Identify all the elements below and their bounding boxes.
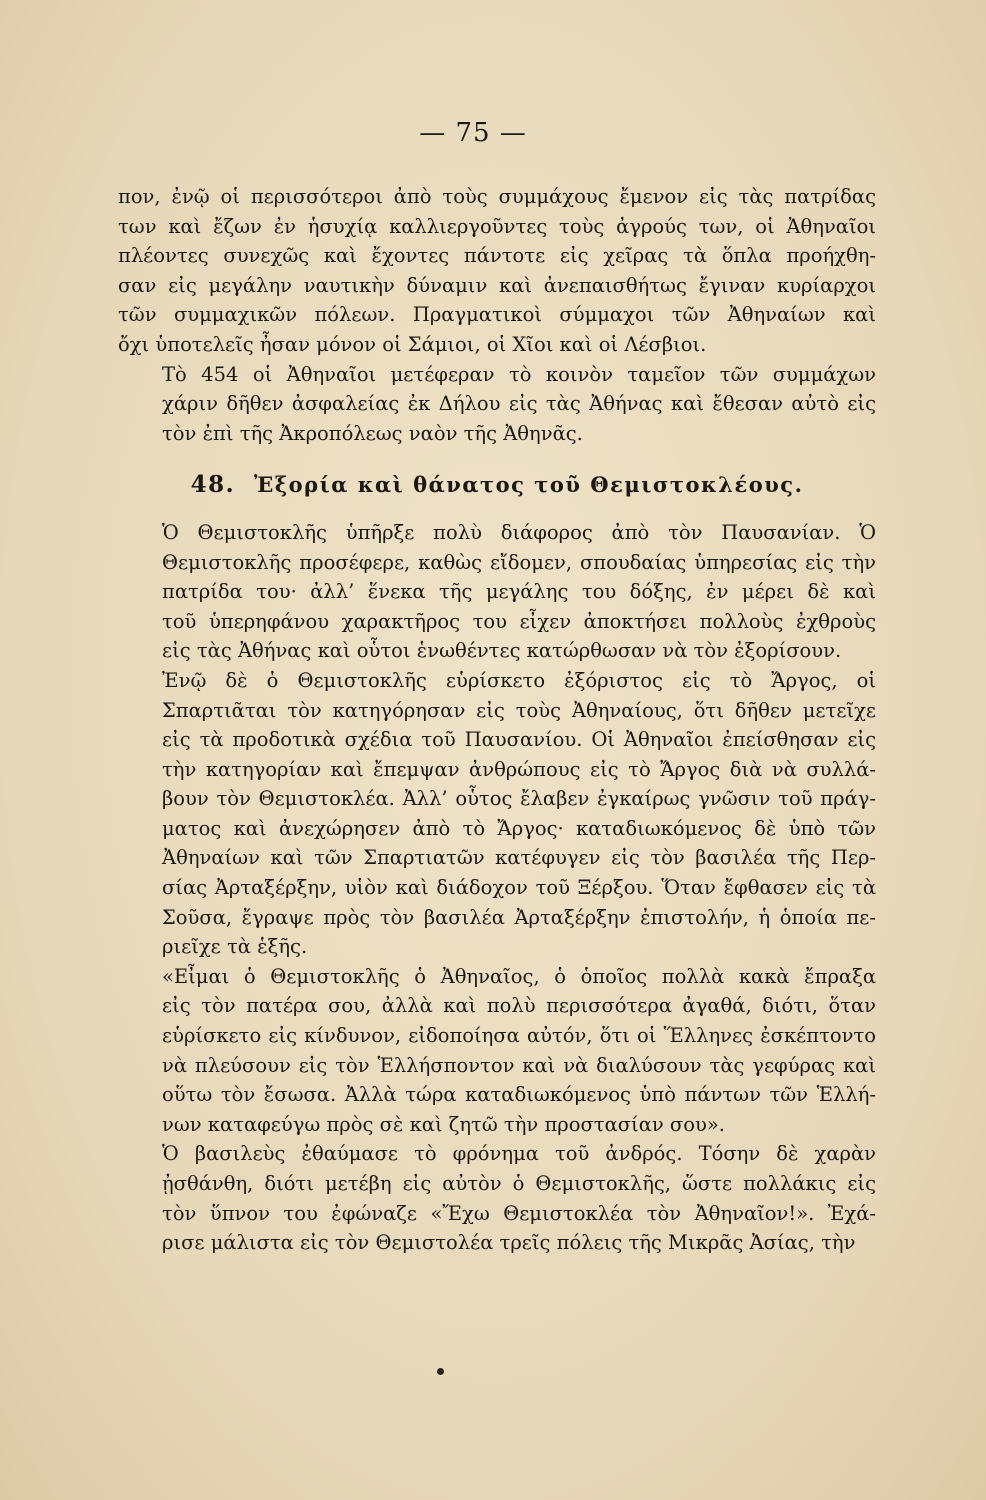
text-line: ριεῖχε τὰ ἑξῆς. xyxy=(162,935,308,959)
text-line: νων καταφεύγω πρὸς σὲ καὶ ζητῶ τὴν προστασίαν σου». xyxy=(162,1112,725,1136)
body-text xyxy=(118,182,876,1258)
paragraph xyxy=(118,360,876,449)
paragraph xyxy=(118,962,876,1140)
text-line: τῶν συμμαχικῶν πόλεων. Πραγματικοὶ σύμμαχοι τῶν Ἀθηναίων καὶ xyxy=(118,303,876,327)
text-line: τὸν ὕπνον του ἐφώναζε «Ἔχω Θεμιστοκλέα τὸν Ἀθηναῖον!». Ἐχά- xyxy=(162,1201,876,1225)
text-line: «Εἶμαι ὁ Θεμιστοκλῆς ὁ Ἀθηναῖος, ὁ ὁποῖος πολλὰ κακὰ ἔπραξα xyxy=(162,964,876,988)
text-line: Τὸ 454 οἱ Ἀθηναῖοι μετέφεραν τὸ κοινὸν ταμεῖον τῶν συμμάχων xyxy=(162,362,876,386)
text-line: Ὁ Θεμιστοκλῆς ὑπῆρξε πολὺ διάφορος ἀπὸ τὸν Παυσανίαν. Ὁ xyxy=(162,520,876,544)
text-line: οὕτω τὸν ἔσωσα. Ἀλλὰ τώρα καταδιωκόμενος ὑπὸ πάντων τῶν Ἑλλή- xyxy=(162,1083,876,1107)
text-line: σαν εἰς μεγάλην ναυτικὴν δύναμιν καὶ ἀνεπαισθήτως ἔγιναν κυρίαρχοι xyxy=(118,273,876,297)
text-line: πλέοντες συνεχῶς καὶ ἔχοντες πάντοτε εἰς χεῖρας τὰ ὅπλα προήχθη- xyxy=(118,244,876,268)
text-line: πατρίδα του· ἀλλ’ ἕνεκα τῆς μεγάλης του δόξης, ἐν μέρει δὲ καὶ xyxy=(162,580,876,604)
paragraph xyxy=(118,182,876,360)
text-line: Θεμιστοκλῆς προσέφερε, καθὼς εἴδομεν, σπουδαίας ὑπηρεσίας εἰς τὴν xyxy=(162,550,876,574)
text-line: σίας Ἀρταξέρξην, υἱὸν καὶ διάδοχον τοῦ Ξέρξου. Ὅταν ἔφθασεν εἰς τὰ xyxy=(162,876,876,900)
paragraph xyxy=(118,1139,876,1257)
text-line: νὰ πλεύσουν εἰς τὸν Ἑλλήσποντον καὶ νὰ διαλύσουν τὰς γεφύρας καὶ xyxy=(162,1053,876,1077)
text-line: ματος καὶ ἀνεχώρησεν ἀπὸ τὸ Ἄργος· καταδιωκόμενος δὲ ὑπὸ τῶν xyxy=(162,816,876,840)
text-line: τὴν κατηγορίαν καὶ ἔπεμψαν ἀνθρώπους εἰς τὸ Ἄργος διὰ νὰ συλλά- xyxy=(162,757,876,781)
section-number: 48. xyxy=(190,471,236,499)
section-title: Ἐξορία καὶ θάνατος τοῦ Θεμιστοκλέους. xyxy=(253,472,804,498)
text-line: εἰς τὰ προδοτικὰ σχέδια τοῦ Παυσανίου. Οἱ Ἀθηναῖοι ἐπείσθησαν εἰς xyxy=(162,728,876,752)
page-number: — 75 — xyxy=(419,118,527,148)
text-line: Ἐνῷ δὲ ὁ Θεμιστοκλῆς εὑρίσκετο ἐξόριστος εἰς τὸ Ἄργος, οἱ xyxy=(162,668,876,692)
text-line: ρισε μάλιστα εἰς τὸν Θεμιστολέα τρεῖς πόλεις τῆς Μικρᾶς Ἀσίας, τὴν xyxy=(162,1231,856,1255)
text-line: χάριν δῆθεν ἀσφαλείας ἐκ Δήλου εἰς τὰς Ἀθήνας καὶ ἔθεσαν αὐτὸ εἰς xyxy=(162,392,876,416)
text-section-before-heading xyxy=(118,182,876,448)
text-line: βουν τὸν Θεμιστοκλέα. Ἀλλ’ οὗτος ἔλαβεν ἐγκαίρως γνῶσιν τοῦ πράγ- xyxy=(162,787,876,811)
text-line: τὸν ἐπὶ τῆς Ἀκροπόλεως ναὸν τῆς Ἀθηνᾶς. xyxy=(162,421,583,445)
text-line: ᾐσθάνθη, διότι μετέβη εἰς αὐτὸν ὁ Θεμιστοκλῆς, ὥστε πολλάκις εἰς xyxy=(162,1172,876,1195)
ink-dot-mark xyxy=(437,1368,444,1375)
text-line: Σπαρτιᾶται τὸν κατηγόρησαν εἰς τοὺς Ἀθηναίους, ὅτι δῆθεν μετεῖχε xyxy=(162,698,876,722)
paragraph xyxy=(118,666,876,962)
paragraph xyxy=(118,518,876,666)
text-line: τοῦ ὑπερηφάνου χαρακτῆρος του εἶχεν ἀποκτήσει πολλοὺς ἐχθροὺς xyxy=(162,609,876,633)
text-line: Ἀθηναίων καὶ τῶν Σπαρτιατῶν κατέφυγεν εἰς τὸν βασιλέα τῆς Περ- xyxy=(162,846,876,870)
text-line: εἰς τὰς Ἀθήνας καὶ οὗτοι ἑνωθέντες κατώρθωσαν νὰ τὸν ἐξορίσουν. xyxy=(162,639,842,663)
text-line: εἰς τὸν πατέρα σου, ἀλλὰ καὶ πολὺ περισσότερα ἀγαθά, διότι, ὅταν xyxy=(162,994,876,1018)
text-line: εὑρίσκετο εἰς κίνδυνον, εἰδοποίησα αὐτόν, ὅτι οἱ Ἕλληνες ἐσκέπτοντο xyxy=(162,1024,876,1048)
text-line: των καὶ ἔζων ἐν ἡσυχίᾳ καλλιεργοῦντες τοὺς ἀγρούς των, οἱ Ἀθηναῖοι xyxy=(118,214,876,238)
text-line: πον, ἐνῷ οἱ περισσότεροι ἀπὸ τοὺς συμμάχους ἔμενον εἰς τὰς πατρίδας xyxy=(118,185,876,208)
text-section-after-heading xyxy=(118,518,876,1258)
text-line: Σοῦσα, ἔγραψε πρὸς τὸν βασιλέα Ἀρταξέρξην ἐπιστολήν, ἡ ὁποία πε- xyxy=(162,905,876,929)
text-line: ὄχι ὑποτελεῖς ἦσαν μόνον οἱ Σάμιοι, οἱ Χῖοι καὶ οἱ Λέσβιοι. xyxy=(118,332,707,356)
text-line: Ὁ βασιλεὺς ἐθαύμασε τὸ φρόνημα τοῦ ἀνδρός. Τόσην δὲ χαρὰν xyxy=(162,1142,876,1166)
section-heading xyxy=(118,470,876,500)
